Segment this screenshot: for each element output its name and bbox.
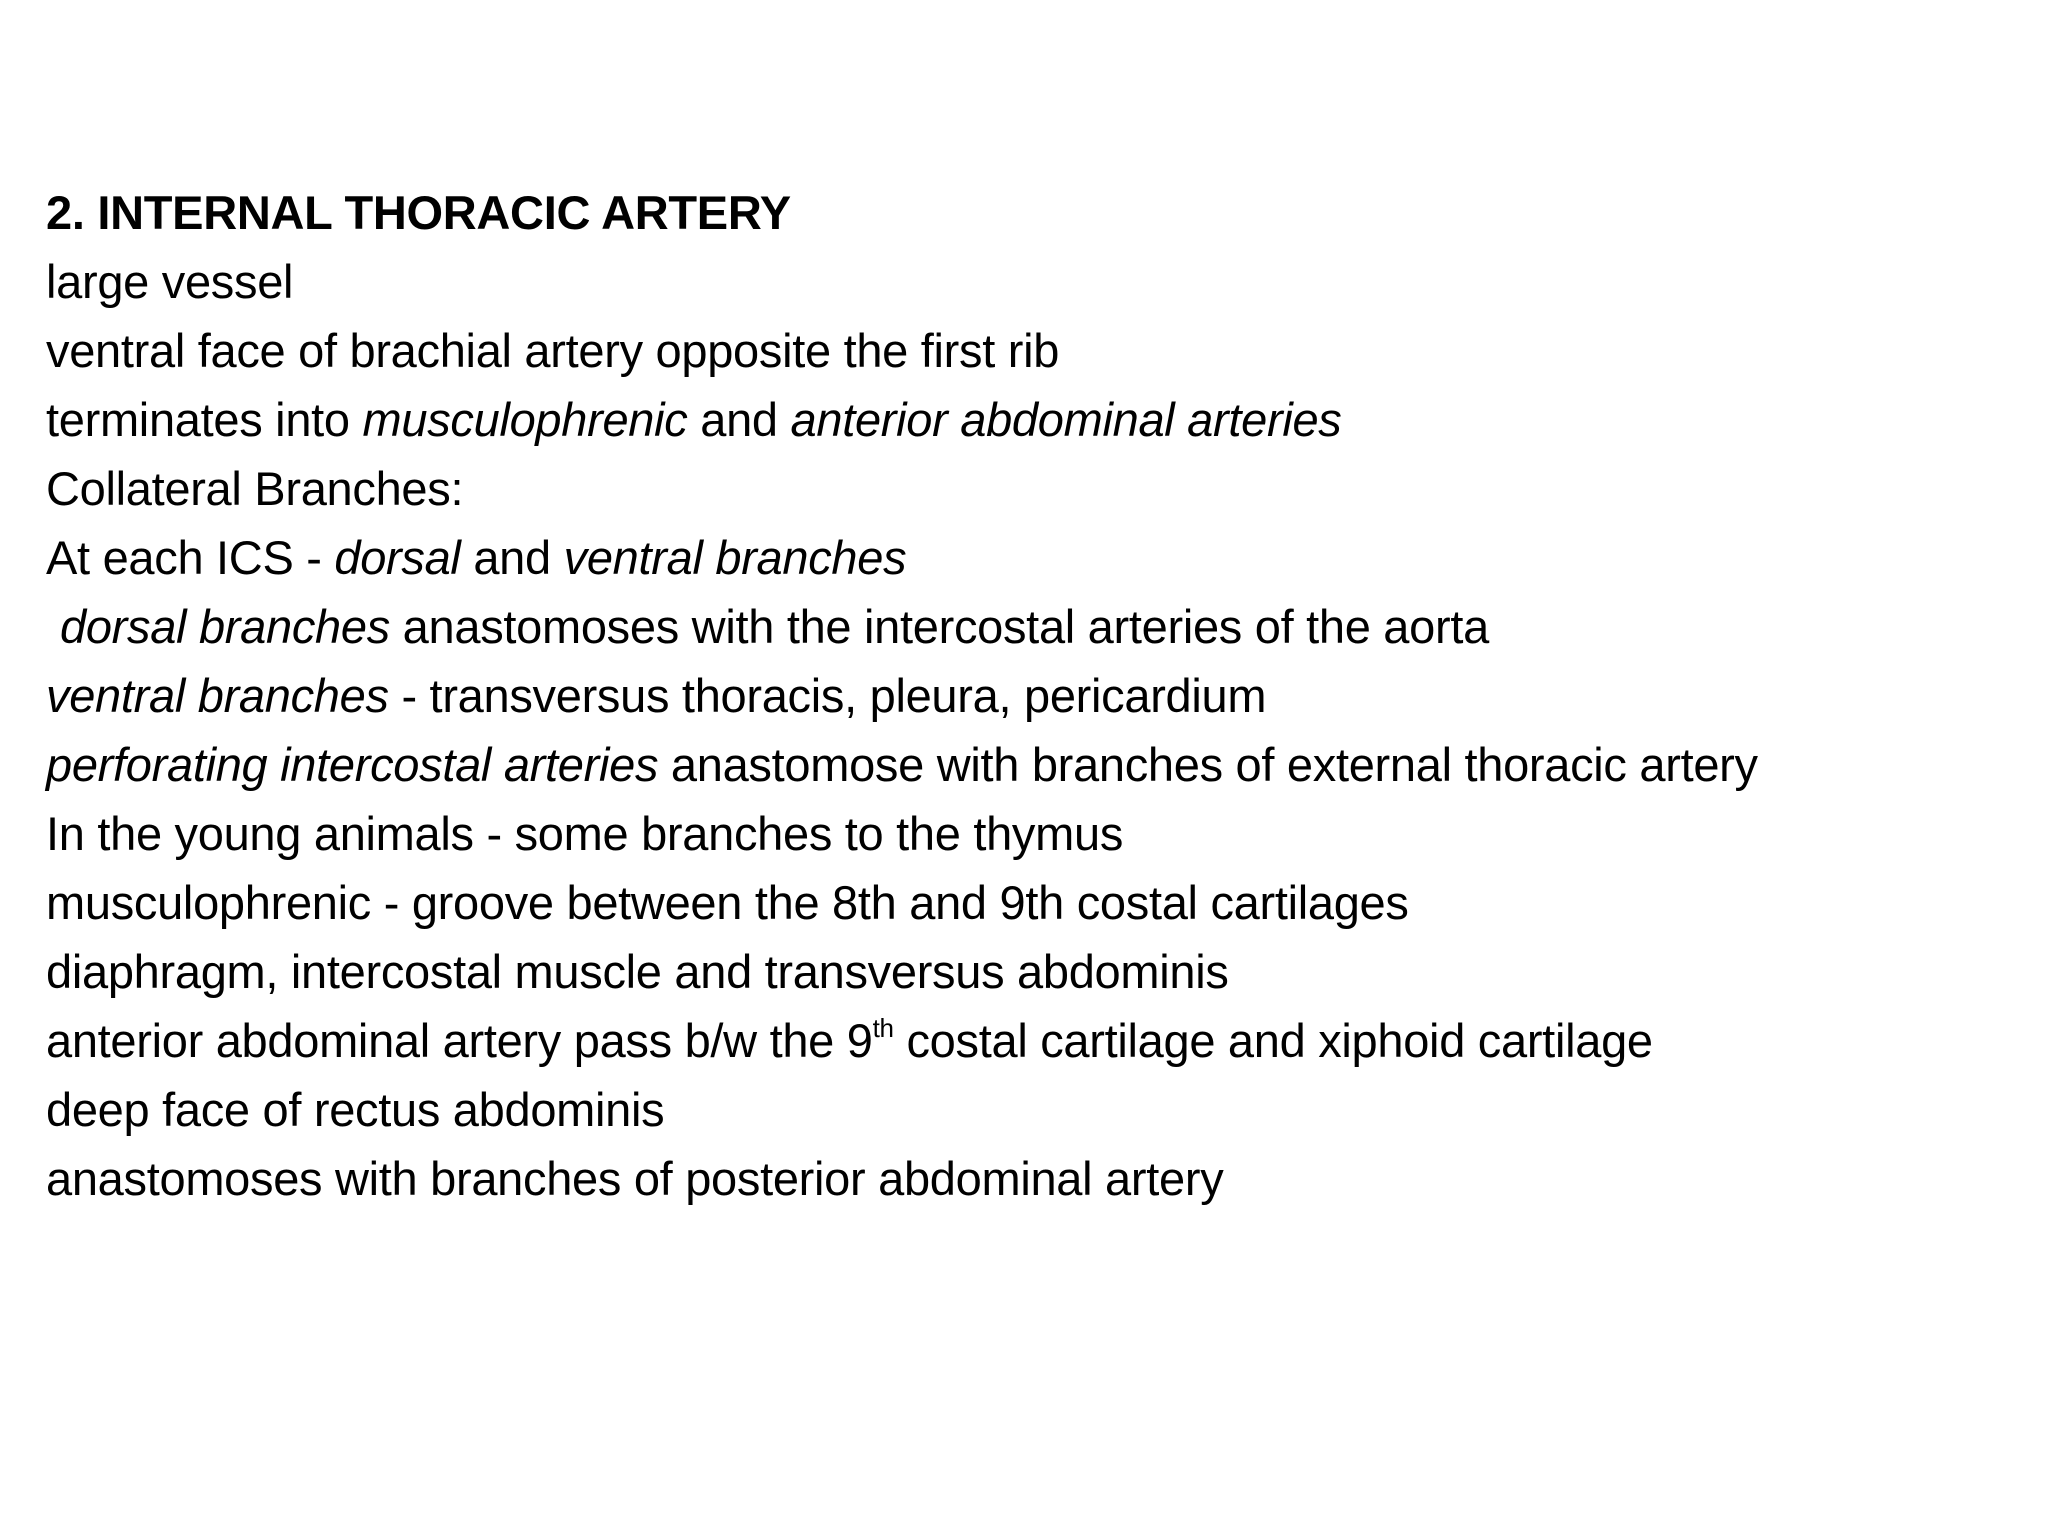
text-line: large vessel [46,255,294,308]
italic-term: ventral branches [563,531,907,584]
text-line [46,523,2036,592]
text-line: diaphragm, intercostal muscle and transversus abdominis [46,945,1229,998]
superscript: th [872,1013,894,1043]
italic-term: anterior abdominal arteries [790,393,1342,446]
text-span: and [687,393,791,446]
text-span: anastomoses with the intercostal arteries of the aorta [389,600,1489,653]
text-line: ventral face of brachial artery opposite the first rib [46,324,1060,377]
italic-term: dorsal branches [60,600,390,653]
text-line [46,730,2036,799]
italic-term: dorsal [334,531,461,584]
slide-text-body [46,178,2036,1213]
italic-term: musculophrenic [362,393,688,446]
italic-term: perforating intercostal arteries [46,738,659,791]
italic-term: ventral branches [46,669,389,722]
text-span: costal cartilage and xiphoid cartilage [893,1014,1653,1067]
text-line [46,1006,2036,1075]
text-span: terminates into [46,393,363,446]
text-line [46,385,2036,454]
text-line [46,592,2036,661]
text-line: In the young animals - some branches to the thymus [46,807,1124,860]
text-span: anastomose with branches of external thoracic artery [658,738,1758,791]
text-line: deep face of rectus abdominis [46,1083,665,1136]
slide-heading: 2. INTERNAL THORACIC ARTERY [46,186,791,239]
text-line: anastomoses with branches of posterior abdominal artery [46,1152,1224,1205]
text-line: musculophrenic - groove between the 8th and 9th costal cartilages [46,876,1409,929]
text-span: anterior abdominal artery pass b/w the 9 [46,1014,873,1067]
text-line [46,661,2036,730]
text-span: - transversus thoracis, pleura, pericardium [388,669,1267,722]
text-span: and [460,531,564,584]
text-span: At each ICS - [46,531,335,584]
text-line: Collateral Branches: [46,462,464,515]
